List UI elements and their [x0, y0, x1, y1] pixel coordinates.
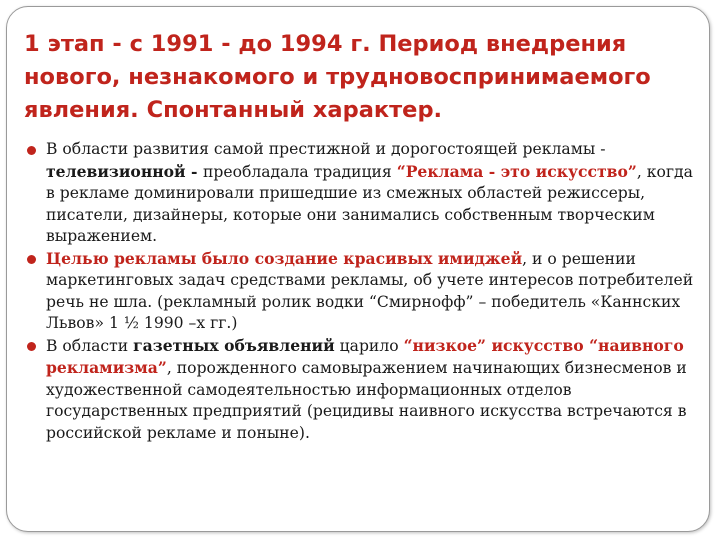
- bullet-text: , порожденного самовыражением начинающих бизнесменов и художественной самодеятельностью информационных отделов государственных предприятий (рецидивы наивного искусства встречаются в российской рекламе и поныне).: [46, 359, 687, 442]
- bullet-text: царило: [334, 336, 404, 355]
- bullet-text: В области развития самой престижной и дорогостоящей рекламы -: [46, 140, 606, 158]
- bullet-emphasis: телевизионной: [46, 161, 186, 181]
- bullet-highlight: “низкое” искусство “наивного рекламизма”: [46, 335, 684, 377]
- bullet-text: В области: [46, 336, 134, 355]
- slide-title: 1 этап - с 1991 - до 1994 г. Период внедрения нового, незнакомого и трудновоспринимаемого явления. Спонтанный характер.: [24, 31, 651, 123]
- bullet-item-newspaper-ads: [46, 335, 696, 445]
- bullet-emphasis: -: [185, 161, 203, 181]
- bullet-item-image-goal: [46, 248, 696, 335]
- bullet-list: [46, 139, 696, 444]
- bullet-marker-icon: [27, 342, 36, 351]
- bullet-text: , когда в рекламе доминировали пришедшие из смежных областей режиссеры, писатели, дизайнеры, которые они занимались собственным творческим выражением.: [46, 162, 693, 245]
- bullet-text: преобладала традиция: [202, 162, 397, 181]
- bullet-marker-icon: [27, 146, 36, 155]
- bullet-highlight: “Реклама - это искусство”: [396, 161, 637, 181]
- bullet-item-tv-advertising: [46, 139, 696, 248]
- bullet-highlight: Целью рекламы было создание красивых имиджей: [46, 248, 523, 268]
- bullet-emphasis: газетных объявлений: [133, 335, 335, 355]
- bullet-marker-icon: [27, 255, 36, 264]
- bullet-text: , и о решении маркетинговых задач средствами рекламы, об учете интересов потребителей речь не шла. (рекламный ролик водки “Смирнофф” – победитель «Каннских Львов» 1 ½ 1990 –х гг.): [46, 249, 694, 332]
